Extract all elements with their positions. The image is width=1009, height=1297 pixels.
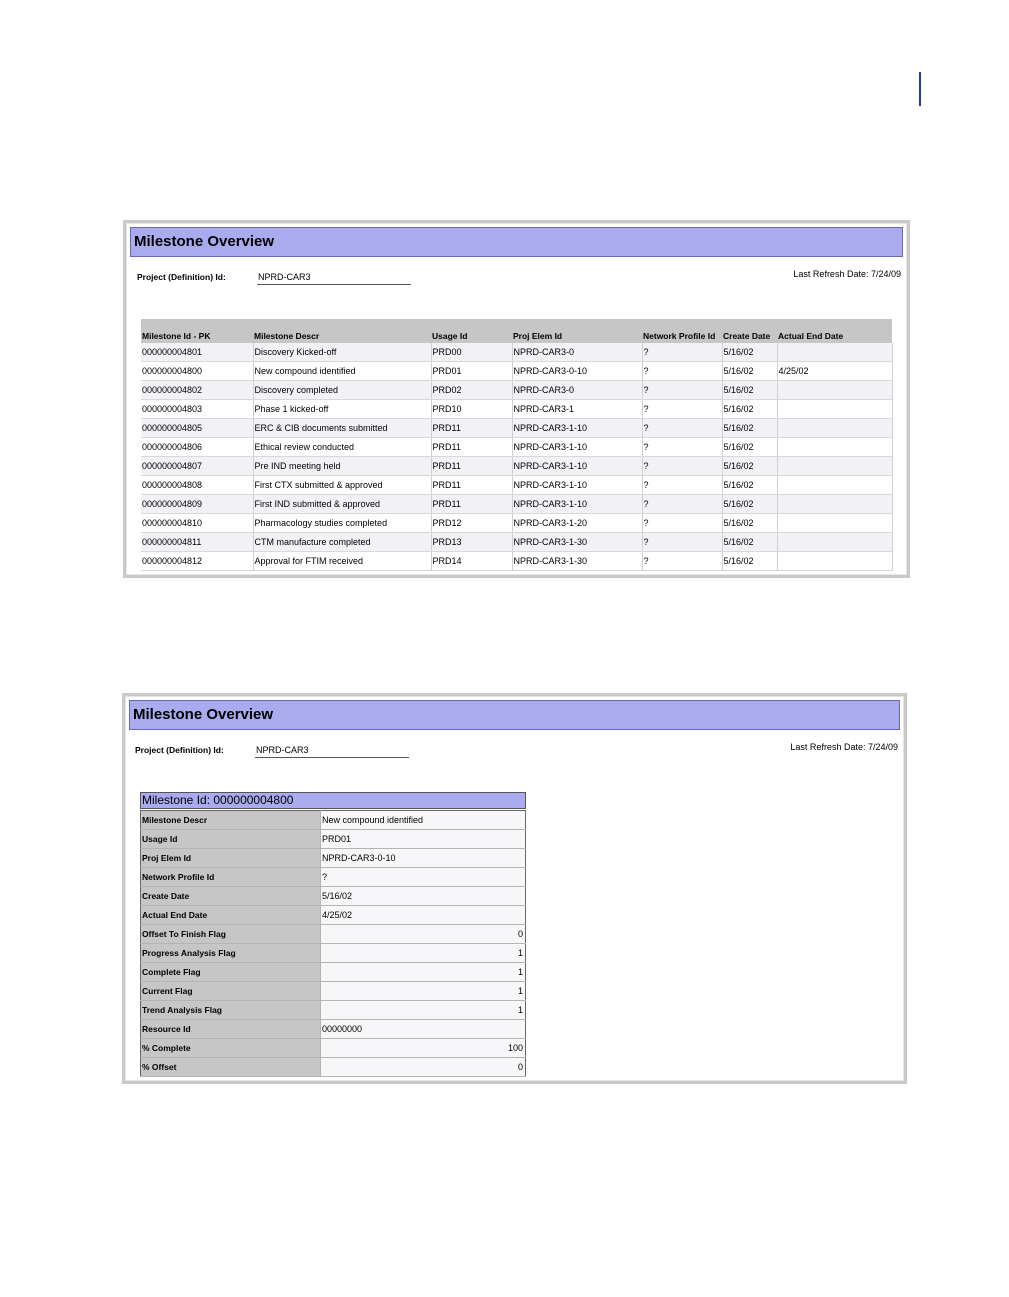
- detail-field-value: New compound identified: [321, 811, 526, 830]
- table-row[interactable]: [141, 438, 892, 457]
- col-header-usage-id[interactable]: Usage Id: [431, 319, 512, 343]
- detail-field-label: Offset To Finish Flag: [141, 925, 321, 944]
- cell-actual-end-date: [777, 400, 892, 419]
- cell-actual-end-date: [777, 514, 892, 533]
- cell-actual-end-date: [777, 476, 892, 495]
- cell-actual-end-date: [777, 381, 892, 400]
- cell-proj-elem-id: NPRD-CAR3-1: [512, 400, 642, 419]
- cell-create-date: 5/16/02: [722, 552, 777, 571]
- cell-network-profile-id: ?: [642, 400, 722, 419]
- last-refresh-date: Last Refresh Date: 7/24/09: [793, 269, 901, 279]
- cell-actual-end-date: 4/25/02: [777, 362, 892, 381]
- cell-actual-end-date: [777, 419, 892, 438]
- cell-actual-end-date: [777, 438, 892, 457]
- project-id-field[interactable]: NPRD-CAR3: [255, 744, 409, 758]
- detail-row: [141, 1058, 526, 1077]
- detail-field-value: ?: [321, 868, 526, 887]
- cell-milestone-descr: Ethical review conducted: [253, 438, 431, 457]
- cell-create-date: 5/16/02: [722, 457, 777, 476]
- cell-network-profile-id: ?: [642, 362, 722, 381]
- panel-title: Milestone Overview: [130, 227, 903, 257]
- cell-network-profile-id: ?: [642, 495, 722, 514]
- cell-actual-end-date: [777, 457, 892, 476]
- cell-milestone-descr: New compound identified: [253, 362, 431, 381]
- col-header-create-date[interactable]: Create Date: [722, 319, 777, 343]
- detail-field-value: 1: [321, 982, 526, 1001]
- detail-row: [141, 963, 526, 982]
- table-row[interactable]: [141, 362, 892, 381]
- cell-network-profile-id: ?: [642, 533, 722, 552]
- detail-row: [141, 849, 526, 868]
- milestone-table: [141, 319, 893, 571]
- detail-field-value: 1: [321, 1001, 526, 1020]
- cell-proj-elem-id: NPRD-CAR3-1-10: [512, 476, 642, 495]
- cell-create-date: 5/16/02: [722, 381, 777, 400]
- col-header-proj-elem-id[interactable]: Proj Elem Id: [512, 319, 642, 343]
- detail-field-value: 0: [321, 1058, 526, 1077]
- detail-field-label: Progress Analysis Flag: [141, 944, 321, 963]
- col-header-network-profile-id[interactable]: Network Profile Id: [642, 319, 722, 343]
- detail-field-label: % Complete: [141, 1039, 321, 1058]
- detail-field-label: % Offset: [141, 1058, 321, 1077]
- cell-usage-id: PRD11: [431, 495, 512, 514]
- cell-milestone-id: 000000004807: [141, 457, 253, 476]
- cell-milestone-descr: Pre IND meeting held: [253, 457, 431, 476]
- detail-field-value: 00000000: [321, 1020, 526, 1039]
- cell-milestone-descr: Discovery completed: [253, 381, 431, 400]
- page-margin-marker: [919, 72, 921, 106]
- detail-row: [141, 868, 526, 887]
- cell-network-profile-id: ?: [642, 343, 722, 362]
- cell-network-profile-id: ?: [642, 457, 722, 476]
- cell-network-profile-id: ?: [642, 381, 722, 400]
- cell-milestone-id: 000000004812: [141, 552, 253, 571]
- cell-milestone-id: 000000004810: [141, 514, 253, 533]
- detail-field-label: Actual End Date: [141, 906, 321, 925]
- detail-field-label: Complete Flag: [141, 963, 321, 982]
- cell-milestone-descr: Phase 1 kicked-off: [253, 400, 431, 419]
- cell-create-date: 5/16/02: [722, 438, 777, 457]
- cell-actual-end-date: [777, 552, 892, 571]
- cell-create-date: 5/16/02: [722, 495, 777, 514]
- cell-proj-elem-id: NPRD-CAR3-1-10: [512, 457, 642, 476]
- detail-row: [141, 925, 526, 944]
- cell-usage-id: PRD02: [431, 381, 512, 400]
- cell-proj-elem-id: NPRD-CAR3-0: [512, 343, 642, 362]
- cell-milestone-id: 000000004808: [141, 476, 253, 495]
- cell-actual-end-date: [777, 343, 892, 362]
- cell-milestone-id: 000000004806: [141, 438, 253, 457]
- cell-milestone-descr: CTM manufacture completed: [253, 533, 431, 552]
- cell-milestone-id: 000000004800: [141, 362, 253, 381]
- project-id-label: Project (Definition) Id:: [137, 272, 226, 282]
- detail-row: [141, 982, 526, 1001]
- cell-milestone-id: 000000004805: [141, 419, 253, 438]
- cell-milestone-descr: Discovery Kicked-off: [253, 343, 431, 362]
- milestone-overview-detail-panel: [122, 693, 907, 1084]
- table-row[interactable]: [141, 533, 892, 552]
- cell-usage-id: PRD11: [431, 476, 512, 495]
- detail-field-label: Current Flag: [141, 982, 321, 1001]
- project-id-field[interactable]: NPRD-CAR3: [257, 271, 411, 285]
- cell-milestone-id: 000000004803: [141, 400, 253, 419]
- cell-create-date: 5/16/02: [722, 419, 777, 438]
- cell-create-date: 5/16/02: [722, 476, 777, 495]
- table-row[interactable]: [141, 381, 892, 400]
- cell-actual-end-date: [777, 533, 892, 552]
- table-row[interactable]: [141, 419, 892, 438]
- detail-row: [141, 811, 526, 830]
- detail-field-label: Proj Elem Id: [141, 849, 321, 868]
- table-row[interactable]: [141, 495, 892, 514]
- cell-create-date: 5/16/02: [722, 514, 777, 533]
- detail-field-value: NPRD-CAR3-0-10: [321, 849, 526, 868]
- detail-field-value: 5/16/02: [321, 887, 526, 906]
- cell-milestone-descr: Pharmacology studies completed: [253, 514, 431, 533]
- cell-actual-end-date: [777, 495, 892, 514]
- cell-create-date: 5/16/02: [722, 400, 777, 419]
- cell-usage-id: PRD14: [431, 552, 512, 571]
- milestone-detail-body: [141, 811, 526, 1077]
- milestone-overview-list-panel: [123, 220, 910, 578]
- cell-proj-elem-id: NPRD-CAR3-0: [512, 381, 642, 400]
- detail-row: [141, 887, 526, 906]
- cell-network-profile-id: ?: [642, 419, 722, 438]
- col-header-milestone-id[interactable]: Milestone Id - PK: [141, 319, 253, 343]
- table-row[interactable]: [141, 476, 892, 495]
- last-refresh-date: Last Refresh Date: 7/24/09: [790, 742, 898, 752]
- table-header-row: [141, 319, 892, 343]
- cell-network-profile-id: ?: [642, 438, 722, 457]
- cell-milestone-descr: ERC & CIB documents submitted: [253, 419, 431, 438]
- cell-create-date: 5/16/02: [722, 362, 777, 381]
- cell-usage-id: PRD11: [431, 419, 512, 438]
- table-row[interactable]: [141, 343, 892, 362]
- project-id-label: Project (Definition) Id:: [135, 745, 224, 755]
- cell-proj-elem-id: NPRD-CAR3-0-10: [512, 362, 642, 381]
- cell-proj-elem-id: NPRD-CAR3-1-10: [512, 419, 642, 438]
- detail-row: [141, 906, 526, 925]
- milestone-table-body: [141, 343, 892, 571]
- cell-milestone-descr: First CTX submitted & approved: [253, 476, 431, 495]
- detail-field-value: PRD01: [321, 830, 526, 849]
- table-row[interactable]: [141, 552, 892, 571]
- cell-proj-elem-id: NPRD-CAR3-1-10: [512, 495, 642, 514]
- cell-proj-elem-id: NPRD-CAR3-1-30: [512, 552, 642, 571]
- detail-field-value: 1: [321, 963, 526, 982]
- cell-milestone-id: 000000004802: [141, 381, 253, 400]
- detail-row: [141, 1020, 526, 1039]
- detail-field-label: Resource Id: [141, 1020, 321, 1039]
- cell-proj-elem-id: NPRD-CAR3-1-20: [512, 514, 642, 533]
- table-row[interactable]: [141, 514, 892, 533]
- cell-proj-elem-id: NPRD-CAR3-1-10: [512, 438, 642, 457]
- cell-milestone-descr: First IND submitted & approved: [253, 495, 431, 514]
- cell-network-profile-id: ?: [642, 552, 722, 571]
- detail-field-value: 0: [321, 925, 526, 944]
- cell-milestone-descr: Approval for FTIM received: [253, 552, 431, 571]
- detail-field-label: Network Profile Id: [141, 868, 321, 887]
- cell-usage-id: PRD10: [431, 400, 512, 419]
- detail-row: [141, 830, 526, 849]
- table-row[interactable]: [141, 400, 892, 419]
- col-header-actual-end-date[interactable]: Actual End Date: [777, 319, 892, 343]
- cell-usage-id: PRD11: [431, 457, 512, 476]
- cell-milestone-id: 000000004801: [141, 343, 253, 362]
- detail-field-label: Trend Analysis Flag: [141, 1001, 321, 1020]
- cell-usage-id: PRD00: [431, 343, 512, 362]
- milestone-detail-table: [140, 810, 526, 1077]
- cell-create-date: 5/16/02: [722, 343, 777, 362]
- cell-milestone-id: 000000004811: [141, 533, 253, 552]
- cell-create-date: 5/16/02: [722, 533, 777, 552]
- detail-field-label: Usage Id: [141, 830, 321, 849]
- milestone-id-heading: Milestone Id: 000000004800: [140, 792, 526, 809]
- cell-network-profile-id: ?: [642, 514, 722, 533]
- panel-title: Milestone Overview: [129, 700, 900, 730]
- cell-usage-id: PRD13: [431, 533, 512, 552]
- detail-field-value: 100: [321, 1039, 526, 1058]
- col-header-milestone-descr[interactable]: Milestone Descr: [253, 319, 431, 343]
- detail-row: [141, 944, 526, 963]
- detail-field-value: 1: [321, 944, 526, 963]
- detail-row: [141, 1039, 526, 1058]
- cell-usage-id: PRD12: [431, 514, 512, 533]
- cell-network-profile-id: ?: [642, 476, 722, 495]
- cell-usage-id: PRD11: [431, 438, 512, 457]
- detail-field-value: 4/25/02: [321, 906, 526, 925]
- detail-field-label: Milestone Descr: [141, 811, 321, 830]
- detail-field-label: Create Date: [141, 887, 321, 906]
- table-row[interactable]: [141, 457, 892, 476]
- detail-row: [141, 1001, 526, 1020]
- cell-milestone-id: 000000004809: [141, 495, 253, 514]
- cell-usage-id: PRD01: [431, 362, 512, 381]
- cell-proj-elem-id: NPRD-CAR3-1-30: [512, 533, 642, 552]
